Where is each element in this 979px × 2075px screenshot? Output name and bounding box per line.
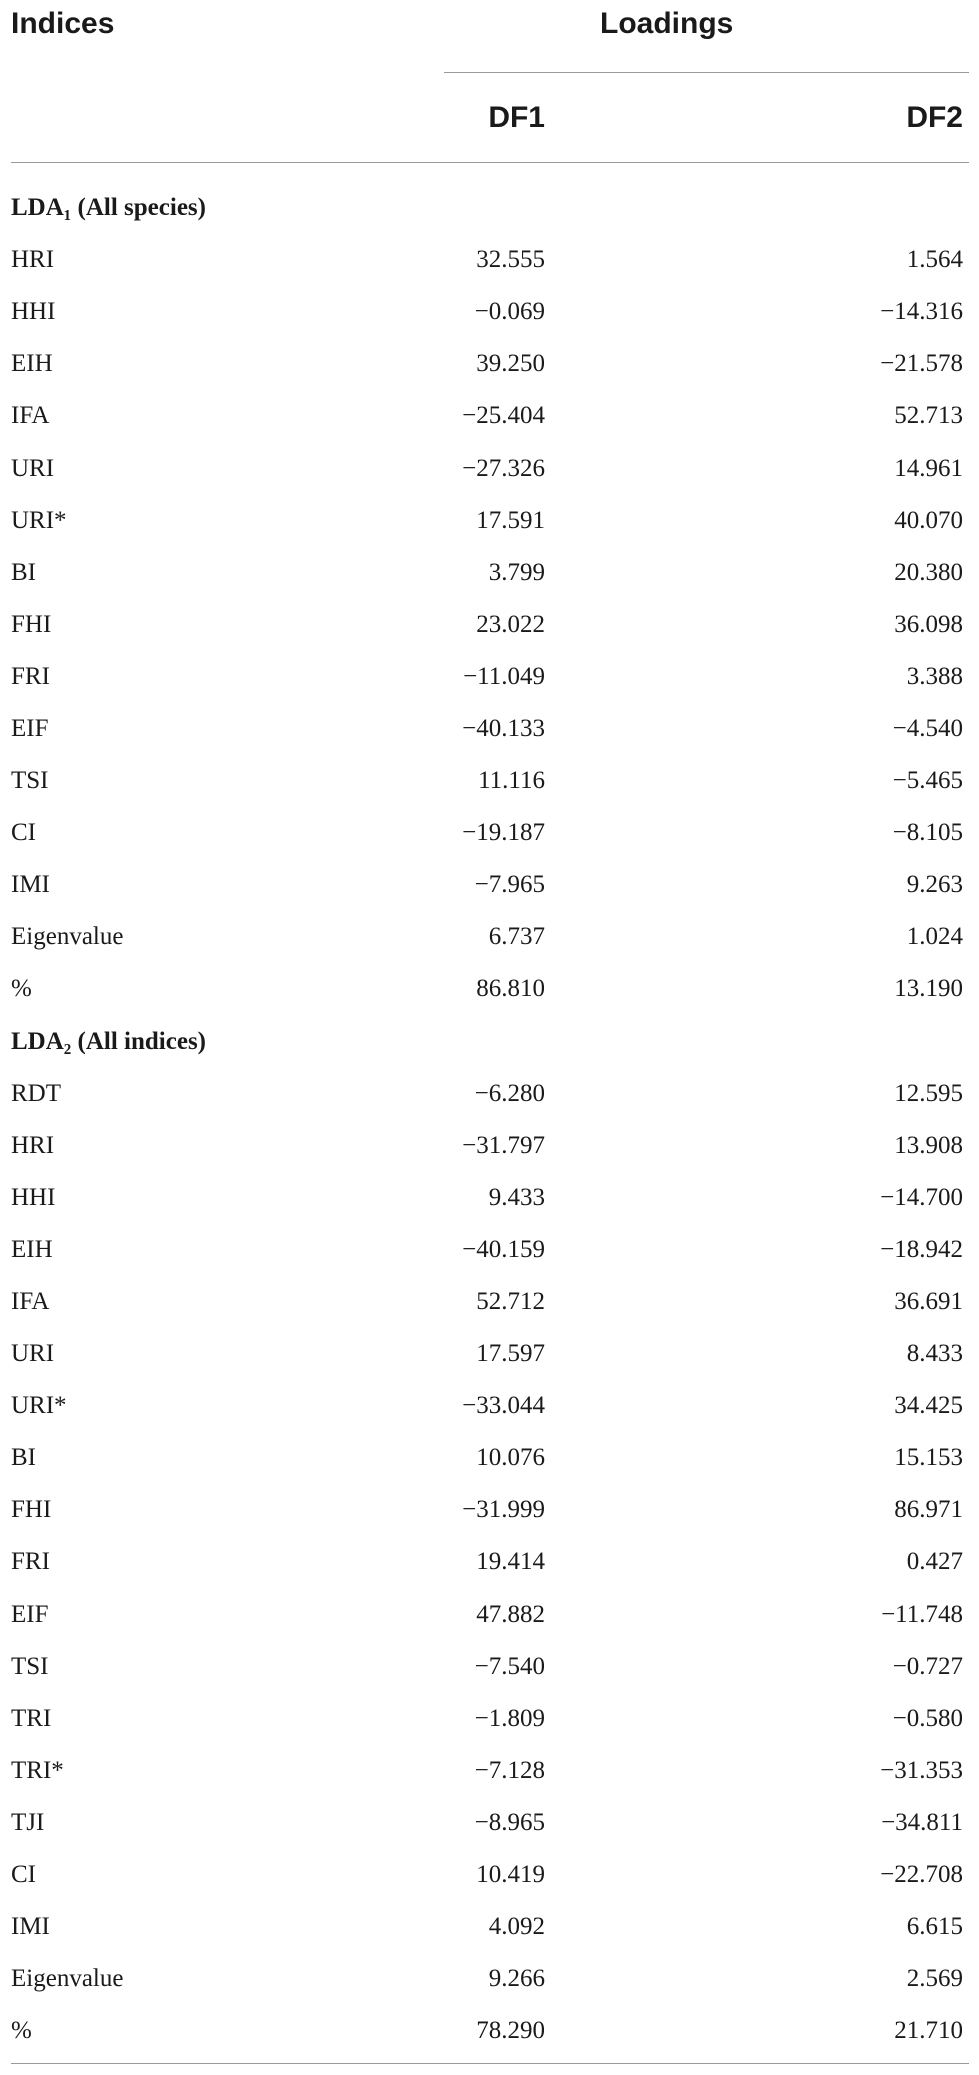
df2-value: 14.961 (894, 454, 963, 482)
table-row (0, 963, 979, 1015)
df1-value: 9.433 (488, 1183, 545, 1211)
table-row (0, 1328, 979, 1380)
index-label: IMI (11, 871, 50, 899)
table-body (0, 182, 979, 2057)
index-label: EIF (11, 1600, 49, 1628)
df2-value: 86.971 (894, 1496, 963, 1524)
table-row (0, 1797, 979, 1849)
df2-value: −5.465 (892, 767, 963, 795)
df2-value: 8.433 (906, 1340, 963, 1368)
df1-value: 19.414 (476, 1548, 545, 1576)
df1-value: −33.044 (462, 1392, 545, 1420)
index-label: HRI (11, 246, 55, 274)
index-label: RDT (11, 1079, 61, 1107)
df1-value: 78.290 (476, 2017, 545, 2045)
table-row (0, 338, 979, 390)
df2-value: 2.569 (906, 1965, 963, 1993)
df1-column-header: DF1 (488, 101, 545, 134)
section-title: LDA₂ (All indices) (11, 1027, 206, 1055)
df2-value: 13.908 (894, 1131, 963, 1159)
table-row (0, 859, 979, 911)
index-label: % (11, 975, 32, 1003)
table-row (0, 755, 979, 807)
index-label: URI (11, 1340, 55, 1368)
df1-value: 23.022 (476, 610, 545, 638)
index-label: HRI (11, 1131, 55, 1159)
index-label: HHI (11, 298, 56, 326)
index-label: EIF (11, 714, 49, 742)
index-label: URI* (11, 1392, 67, 1420)
table-row (0, 2005, 979, 2057)
df1-value: 10.419 (476, 1861, 545, 1889)
index-label: EIH (11, 350, 53, 378)
index-label: IMI (11, 1913, 50, 1941)
table-row (0, 547, 979, 599)
table-row (0, 1953, 979, 2005)
df2-value: −0.727 (892, 1652, 963, 1680)
loadings-group-header: Loadings (600, 7, 734, 40)
section-title: LDA₁ (All species) (11, 194, 206, 222)
df1-value: −40.133 (462, 714, 545, 742)
df1-value: −25.404 (462, 402, 545, 430)
df2-value: 15.153 (894, 1444, 963, 1472)
df2-value: 13.190 (894, 975, 963, 1003)
df2-value: −11.748 (881, 1600, 963, 1628)
df2-value: −8.105 (892, 819, 963, 847)
df2-value: −21.578 (880, 350, 963, 378)
table-row (0, 703, 979, 755)
index-label: TRI* (11, 1756, 64, 1784)
table-row (0, 651, 979, 703)
table-row (0, 286, 979, 338)
df1-value: 3.799 (488, 558, 545, 586)
df2-value: 40.070 (894, 506, 963, 534)
df1-value: 9.266 (488, 1965, 545, 1993)
df2-value: 36.691 (894, 1288, 963, 1316)
table-row (0, 1484, 979, 1536)
df1-value: 10.076 (476, 1444, 545, 1472)
index-label: TJI (11, 1808, 45, 1836)
df2-value: −4.540 (892, 714, 963, 742)
table-row (0, 1693, 979, 1745)
table-row (0, 807, 979, 859)
table-bottom-rule (11, 2063, 969, 2064)
df2-value: 3.388 (906, 662, 963, 690)
df1-value: 39.250 (476, 350, 545, 378)
df1-value: −8.965 (474, 1808, 545, 1836)
table-row (0, 1068, 979, 1120)
df2-value: 12.595 (894, 1079, 963, 1107)
df1-value: −6.280 (474, 1079, 545, 1107)
table-row (0, 495, 979, 547)
df1-value: 52.712 (476, 1288, 545, 1316)
df2-value: 20.380 (894, 558, 963, 586)
df2-value: 9.263 (906, 871, 963, 899)
df1-value: −7.128 (474, 1756, 545, 1784)
index-label: CI (11, 819, 36, 847)
index-label: IFA (11, 1288, 50, 1316)
table-row (0, 1224, 979, 1276)
df2-value: 21.710 (894, 2017, 963, 2045)
index-label: URI (11, 454, 55, 482)
indices-column-header: Indices (11, 7, 115, 40)
df2-value: −18.942 (880, 1235, 963, 1263)
df2-column-header: DF2 (906, 101, 963, 134)
table-row (0, 1172, 979, 1224)
table-row (0, 234, 979, 286)
df2-value: −14.316 (880, 298, 963, 326)
index-label: FHI (11, 610, 52, 638)
df1-value: −40.159 (462, 1235, 545, 1263)
index-label: TSI (11, 1652, 49, 1680)
df2-value: −0.580 (892, 1704, 963, 1732)
df1-value: −7.965 (474, 871, 545, 899)
df2-value: 6.615 (906, 1913, 963, 1941)
df1-value: −27.326 (462, 454, 545, 482)
df2-value: 0.427 (906, 1548, 963, 1576)
index-label: IFA (11, 402, 50, 430)
df1-value: −1.809 (474, 1704, 545, 1732)
df1-value: −31.797 (462, 1131, 545, 1159)
index-label: URI* (11, 506, 67, 534)
table-row (0, 1276, 979, 1328)
index-label: CI (11, 1861, 36, 1889)
index-label: TSI (11, 767, 49, 795)
df2-value: 34.425 (894, 1392, 963, 1420)
table-row (0, 1745, 979, 1797)
table-row (0, 1901, 979, 1953)
table-row (0, 1120, 979, 1172)
df1-value: −31.999 (462, 1496, 545, 1524)
df1-value: −19.187 (462, 819, 545, 847)
df1-value: 11.116 (478, 767, 545, 795)
table-row (0, 911, 979, 963)
index-label: FRI (11, 1548, 50, 1576)
table-row (0, 1849, 979, 1901)
df2-value: 36.098 (894, 610, 963, 638)
df1-value: −7.540 (474, 1652, 545, 1680)
section-header-row (0, 1016, 979, 1068)
df2-value: 1.024 (906, 923, 963, 951)
table-row (0, 1589, 979, 1641)
section-header-row (0, 182, 979, 234)
df2-value: −31.353 (880, 1756, 963, 1784)
df1-value: 47.882 (476, 1600, 545, 1628)
table-row (0, 442, 979, 494)
table-row (0, 1432, 979, 1484)
table-row (0, 599, 979, 651)
index-label: TRI (11, 1704, 52, 1732)
loadings-underline (444, 72, 969, 73)
df1-value: 6.737 (488, 923, 545, 951)
table-row (0, 390, 979, 442)
df1-value: −0.069 (474, 298, 545, 326)
df2-value: −34.811 (881, 1808, 963, 1836)
table-row (0, 1536, 979, 1588)
index-label: Eigenvalue (11, 923, 124, 951)
df2-value: 1.564 (906, 246, 963, 274)
table-row (0, 1380, 979, 1432)
index-label: Eigenvalue (11, 1965, 124, 1993)
table-row (0, 1641, 979, 1693)
index-label: HHI (11, 1183, 56, 1211)
index-label: FRI (11, 662, 50, 690)
df1-value: 17.591 (476, 506, 545, 534)
index-label: % (11, 2017, 32, 2045)
df1-value: 86.810 (476, 975, 545, 1003)
index-label: FHI (11, 1496, 52, 1524)
df1-value: 17.597 (476, 1340, 545, 1368)
index-label: BI (11, 558, 36, 586)
index-label: BI (11, 1444, 36, 1472)
df1-value: 4.092 (488, 1913, 545, 1941)
df1-value: 32.555 (476, 246, 545, 274)
index-label: EIH (11, 1235, 53, 1263)
header-divider (11, 162, 969, 163)
df2-value: −22.708 (880, 1861, 963, 1889)
df2-value: −14.700 (880, 1183, 963, 1211)
df2-value: 52.713 (894, 402, 963, 430)
df1-value: −11.049 (463, 662, 545, 690)
